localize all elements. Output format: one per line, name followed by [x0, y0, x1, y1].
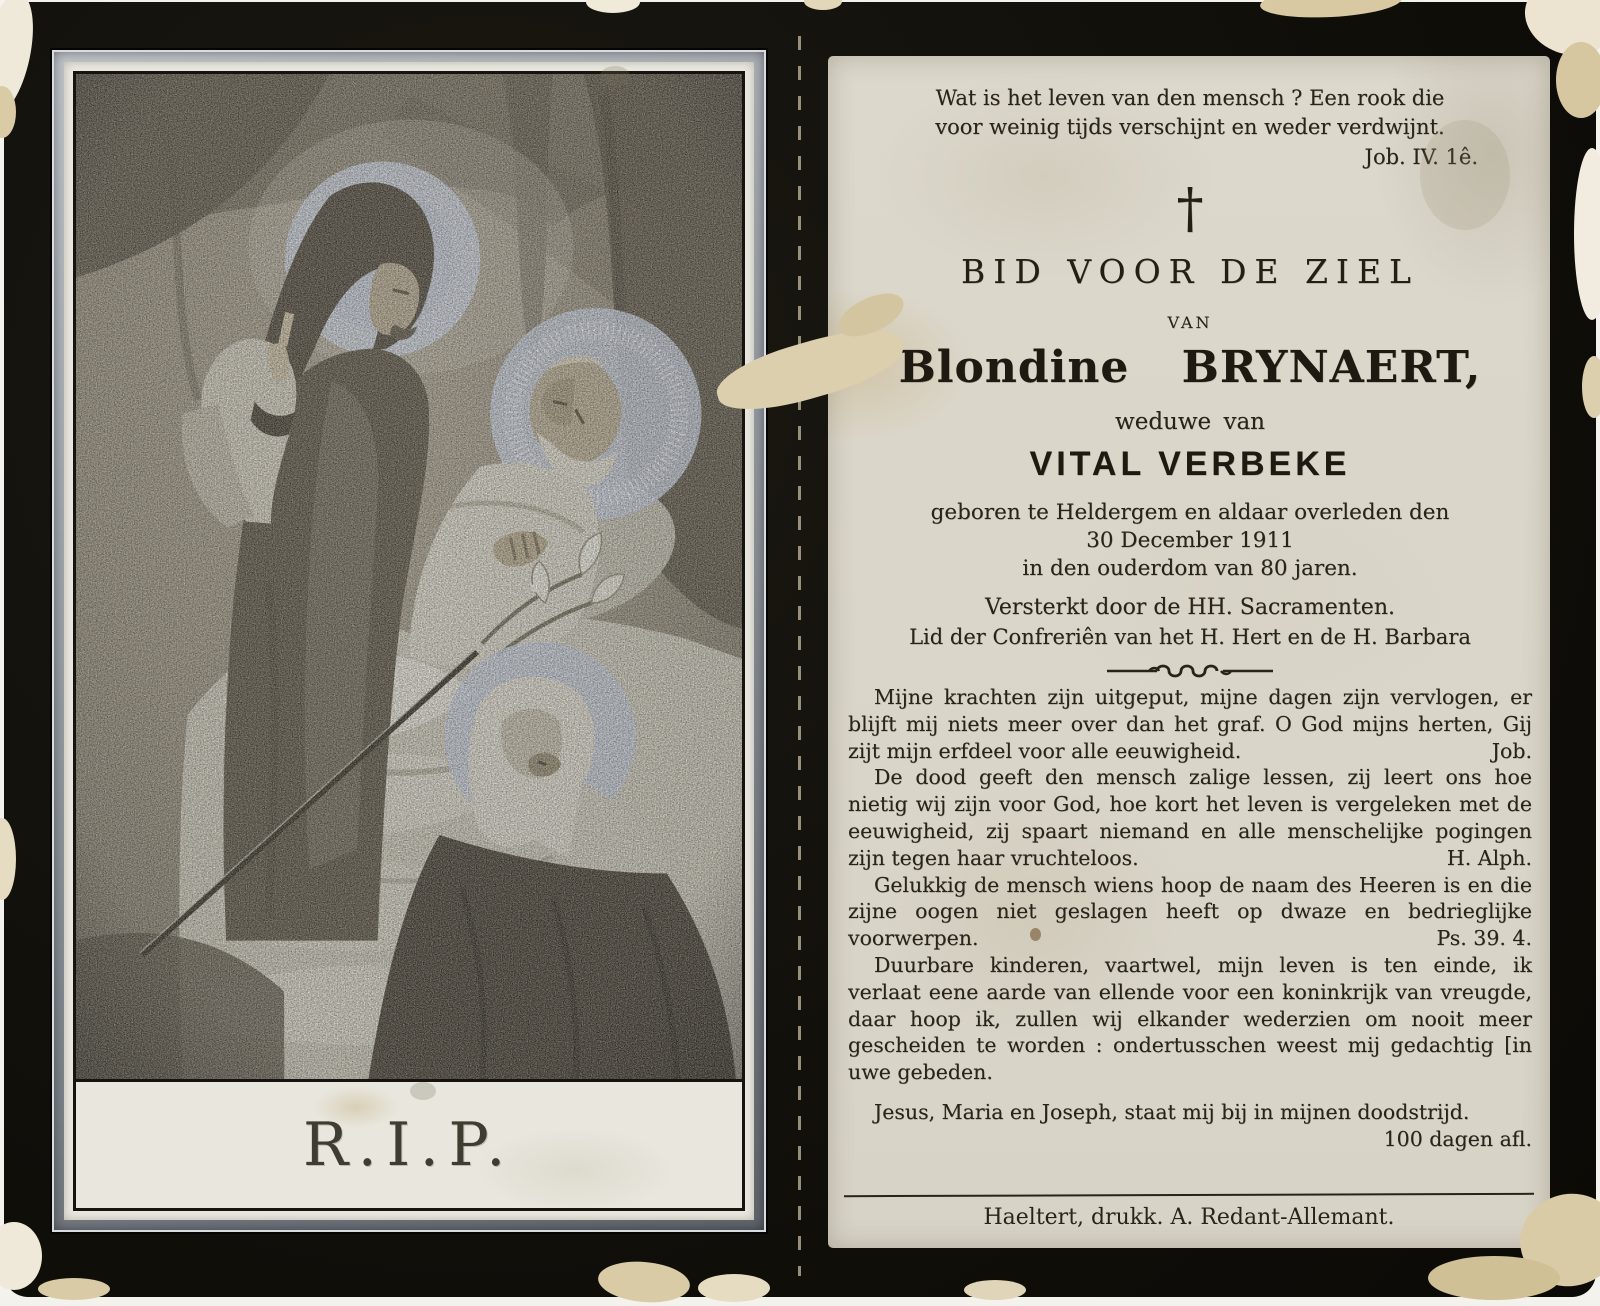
paragraph-text: Gelukkig de mensch wiens hoop de naam des Heeren is en die zijne oogen niet geslagen heeft op dwaze en bedrieglijke voorwerpen.	[848, 872, 1532, 951]
paragraph-text: Jesus, Maria en Joseph, staat mij bij in mijnen doodstrijd.	[874, 1099, 1470, 1124]
edge-damage-chip	[964, 1280, 1026, 1300]
birth-death-line-1: geboren te Heldergem en aldaar overleden den	[930, 500, 1450, 525]
prayer-paragraph	[848, 1099, 1532, 1151]
spouse-name: VITAL VERBEKE	[1029, 445, 1351, 483]
edge-damage-chip	[1428, 1256, 1560, 1300]
printer-line: Haeltert, drukk. A. Redant-Allemant.	[983, 1205, 1395, 1230]
stipple-grain-light	[76, 74, 742, 1079]
birth-death-line-3: in den ouderdom van 80 jaren.	[1022, 556, 1358, 581]
sacraments-line: Versterkt door de HH. Sacramenten.	[985, 595, 1395, 620]
epigraph-line-2: voor weinig tijds verschijnt en weder verdwijnt.	[935, 115, 1445, 139]
paragraph-text: De dood geeft den mensch zalige lessen, zij leert ons hoe nietig wij zijn voor God, hoe kort het leven is vergeleken met de eeuwigheid, zij spaart niemand en alle menschelijke pogingen zijn tegen haar vruchteloos.	[848, 765, 1532, 870]
birth-death-lines	[844, 499, 1536, 583]
left-panel-silver-frame	[52, 50, 766, 1232]
paragraph-attribution: 100 dagen afl.	[1383, 1126, 1532, 1151]
deceased-name: Blondine BRYNAERT,	[898, 342, 1482, 393]
paragraph-text: Duurbare kinderen, vaartwel, mijn leven is ten einde, ik verlaat eene aarde van ellende voor een koninkrijk van vreugde, daar hoop ik, zullen wij elkander wederzien om nooit meer gescheiden te worden : ondertusschen weest mij gedachtig [in uwe gebeden.	[848, 952, 1532, 1085]
divider-ornament	[1105, 662, 1275, 680]
edge-damage-chip	[1582, 356, 1600, 418]
printer-divider-rule	[844, 1193, 1534, 1197]
frame-inner-border	[73, 71, 745, 1211]
paragraph-attribution: Ps. 39. 4.	[1436, 926, 1532, 951]
engraving-scene	[76, 74, 742, 1079]
right-panel-paper	[828, 56, 1550, 1248]
prayer-paragraph	[848, 764, 1532, 871]
widow-of-label: weduwe van	[1115, 409, 1265, 435]
prayer-paragraph	[848, 872, 1532, 952]
edge-damage-chip	[1556, 42, 1600, 118]
printer-imprint	[844, 1194, 1534, 1234]
van-label: VAN	[1167, 313, 1213, 332]
cross-icon: †	[1176, 177, 1204, 240]
heading-bid-voor-de-ziel: BID VOOR DE ZIEL	[961, 252, 1419, 291]
paragraph-attribution: Job.	[1491, 738, 1532, 763]
deathbed-illustration	[76, 74, 742, 1079]
prayer-paragraphs	[844, 684, 1536, 1151]
frame-white-mat	[64, 62, 754, 1220]
rip-band	[76, 1079, 742, 1208]
edge-damage-chip	[698, 1274, 770, 1302]
right-panel-text	[828, 56, 1550, 1248]
paragraph-text: Mijne krachten zijn uitgeput, mijne dagen zijn vervlogen, er blijft mij niets meer over dan het graf. O God mijns herten, Gij zijt mijn erfdeel voor alle eeuwigheid.	[848, 685, 1532, 763]
prayer-paragraph	[848, 684, 1532, 764]
fold-crease	[798, 36, 801, 1276]
edge-damage-chip	[38, 1278, 110, 1300]
epigraph-line-1: Wat is het leven van den mensch ? Een rook die	[935, 86, 1445, 110]
epigraph-citation: Job. IV. 1ê.	[1364, 145, 1478, 169]
paragraph-attribution: H. Alph.	[1446, 845, 1532, 870]
epigraph	[844, 84, 1536, 170]
membership-line: Lid der Confreriên van het H. Hert en de H. Barbara	[909, 625, 1471, 649]
birth-death-line-2: 30 December 1911	[1086, 528, 1294, 553]
prayer-paragraph	[848, 952, 1532, 1086]
rip-text: R.I.P.	[303, 1110, 515, 1180]
